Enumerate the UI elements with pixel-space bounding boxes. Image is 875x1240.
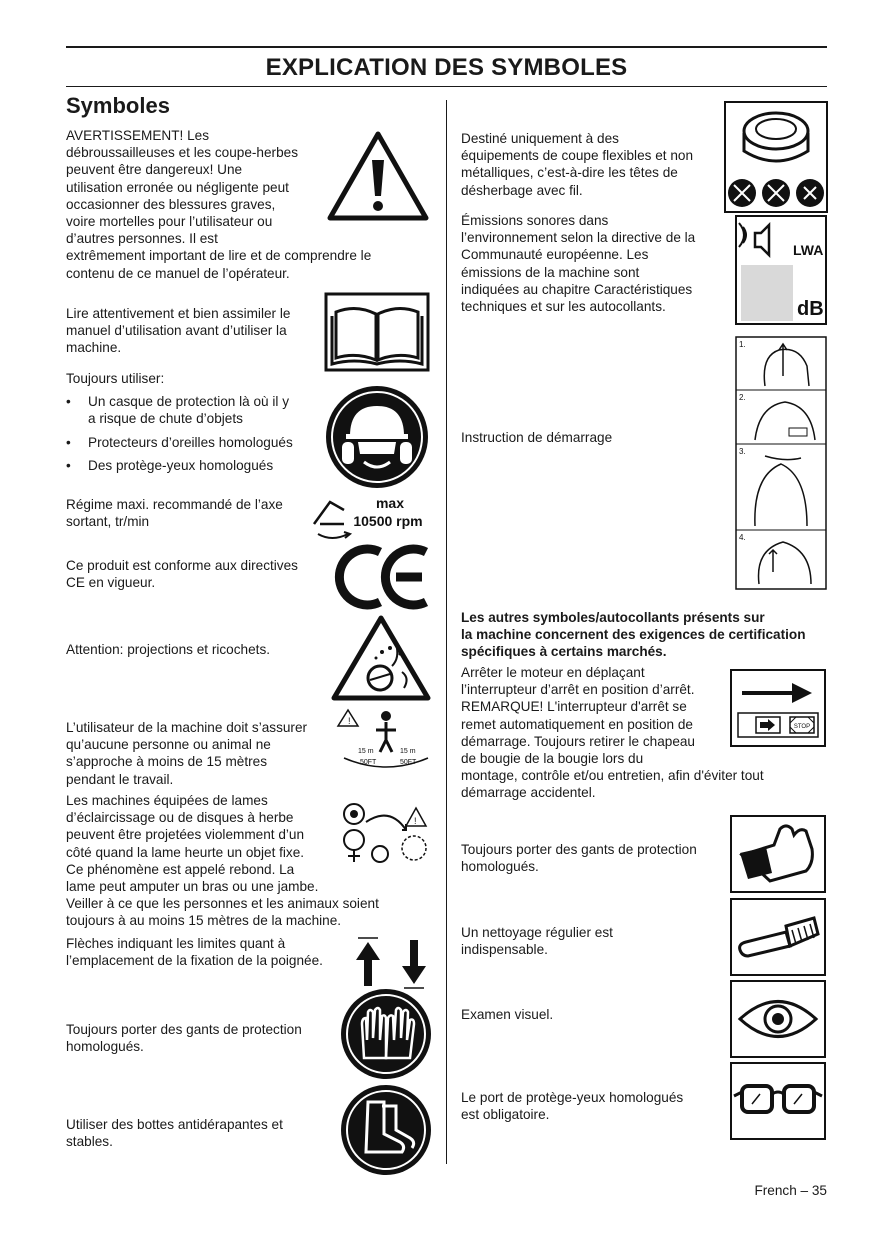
page-footer: French – 35 bbox=[754, 1183, 827, 1198]
text-line: démarrage. Toujours retirer le chapeau bbox=[461, 733, 695, 749]
text-line: extrêmement important de lire et de comprendre le bbox=[66, 248, 372, 264]
text-line: équipements de coupe flexibles et non bbox=[461, 148, 694, 164]
text-line: • Un casque de protection là où il y bbox=[88, 394, 290, 410]
protective-gloves-icon bbox=[340, 988, 432, 1080]
section-heading: Symboles bbox=[66, 93, 170, 118]
step-3-label: 3. bbox=[739, 447, 746, 456]
text-line: est obligatoire. bbox=[461, 1107, 550, 1123]
projections-text: Attention: projections et ricochets. bbox=[66, 642, 271, 657]
step-1-label: 1. bbox=[739, 340, 746, 349]
projection-warning-icon bbox=[330, 614, 432, 702]
head-protection-icon bbox=[324, 384, 430, 490]
text-line: sortant, tr/min bbox=[66, 514, 150, 530]
text-line: Toujours porter des gants de protection bbox=[66, 1022, 302, 1037]
starting-instructions-icon bbox=[735, 336, 827, 590]
text-line: lame peut amputer un bras ou une jambe. bbox=[66, 879, 319, 895]
list-item bbox=[66, 434, 326, 451]
distance-right-m: 15 m bbox=[400, 748, 416, 755]
text-line: AVERTISSEMENT! Les bbox=[66, 128, 210, 143]
glove-icon bbox=[730, 815, 826, 893]
text-line: désherbage avec fil. bbox=[461, 182, 583, 198]
text-line: l’emplacement de la fixation de la poignée. bbox=[66, 953, 323, 969]
text-line: Ce produit est conforme aux directives bbox=[66, 558, 298, 573]
stop-label: STOP bbox=[793, 724, 811, 730]
lwa-label: LWA bbox=[793, 242, 824, 258]
distance-left-m: 15 m bbox=[358, 748, 374, 755]
visual-check-text: Examen visuel. bbox=[461, 1007, 554, 1022]
text-line: Utiliser des bottes antidérapantes et bbox=[66, 1117, 283, 1132]
text-line: peuvent être dangereux! Une bbox=[66, 162, 243, 178]
noise-emission-icon bbox=[735, 215, 827, 325]
text-line: Émissions sonores dans bbox=[461, 213, 609, 228]
start-text: Instruction de démarrage bbox=[461, 430, 613, 445]
text-line: Flèches indiquant les limites quant à bbox=[66, 936, 286, 951]
text-line: l’interrupteur d’arrêt en position d’arrêt. bbox=[461, 682, 695, 698]
text-line: Les machines équipées de lames bbox=[66, 793, 268, 808]
text-line: Le port de protège-yeux homologués bbox=[461, 1090, 684, 1105]
warning-triangle-icon bbox=[326, 130, 430, 222]
text-line: l’environnement selon la directive de la bbox=[461, 230, 696, 246]
noise-text bbox=[461, 212, 723, 315]
text-line: occasionner des blessures graves, bbox=[66, 196, 276, 212]
text-line: L’utilisateur de la machine doit s’assurer bbox=[66, 720, 308, 735]
text-line: émissions de la machine sont bbox=[461, 264, 640, 280]
distance-text bbox=[66, 719, 356, 788]
distance-left-ft: 50FT bbox=[360, 759, 377, 766]
list-item bbox=[66, 457, 326, 474]
text-line: démarrage accidentel. bbox=[461, 785, 596, 801]
text-line: contenu de ce manuel de l’opérateur. bbox=[66, 265, 290, 281]
read-manual-icon bbox=[324, 292, 430, 372]
text-line: machine. bbox=[66, 340, 122, 356]
distance-right-ft: 50FT bbox=[400, 759, 417, 766]
column-divider bbox=[446, 100, 447, 1164]
text-line: indispensable. bbox=[461, 942, 548, 958]
text-line: d’éclaircissage ou de disques à herbe bbox=[66, 810, 294, 826]
kickback-icon bbox=[340, 800, 432, 866]
text-line: Ce phénomène est appelé rebond. La bbox=[66, 861, 295, 877]
speed-max-label: max bbox=[375, 495, 405, 511]
protective-boots-icon bbox=[340, 1084, 432, 1176]
text-line: spécifiques à certains marchés. bbox=[461, 644, 667, 660]
text-line: remet automatiquement en position de bbox=[461, 716, 693, 732]
step-2-label: 2. bbox=[739, 393, 746, 402]
step-4-label: 4. bbox=[739, 533, 746, 542]
text-line: qu’aucune personne ou animal ne bbox=[66, 737, 271, 753]
svg-text:!: ! bbox=[348, 716, 351, 726]
text-line: REMARQUE! L'interrupteur d'arrêt se bbox=[461, 699, 687, 715]
page-title: EXPLICATION DES SYMBOLES bbox=[265, 54, 628, 81]
text-line: côté quand la lame heurte un objet fixe. bbox=[66, 844, 305, 860]
ce-mark-icon bbox=[336, 544, 432, 610]
protection-list bbox=[66, 370, 326, 474]
text-line: Destiné uniquement à des bbox=[461, 131, 619, 146]
eye-icon bbox=[730, 980, 826, 1058]
boots-text bbox=[66, 1116, 326, 1150]
text-line: pendant le travail. bbox=[66, 771, 174, 787]
speed-text bbox=[66, 496, 326, 530]
speed-value-label: 10500 rpm bbox=[353, 513, 423, 529]
text-line: homologués. bbox=[66, 1039, 144, 1055]
text-line: d’autres personnes. Il est bbox=[66, 231, 218, 247]
text-line: homologués. bbox=[461, 859, 539, 875]
text-line: voire mortelles pour l’utilisateur ou bbox=[66, 214, 273, 230]
text-line: Les autres symboles/autocollants présents sur bbox=[461, 610, 765, 625]
gloves-text bbox=[66, 1021, 326, 1055]
right-gloves-text bbox=[461, 841, 721, 875]
right-goggles-text bbox=[461, 1089, 721, 1123]
text-line: la machine concernent des exigences de certification bbox=[461, 627, 806, 643]
list-intro: Toujours utiliser: bbox=[66, 371, 165, 386]
cleaning-brush-icon bbox=[730, 898, 826, 976]
other-symbols-heading bbox=[461, 609, 831, 661]
svg-text:!: ! bbox=[414, 816, 417, 826]
max-speed-icon bbox=[310, 492, 432, 544]
safety-distance-icon bbox=[338, 706, 432, 778]
text-line: de bougie de la bougie lors du bbox=[461, 751, 644, 767]
trimmer-head-icon bbox=[724, 101, 828, 213]
safety-goggles-icon bbox=[730, 1062, 826, 1140]
text-line: techniques et sur les autocollants. bbox=[461, 299, 666, 315]
text-line: Communauté européenne. Les bbox=[461, 247, 649, 263]
text-line: Régime maxi. recommandé de l’axe bbox=[66, 497, 283, 512]
text-line: a risque de chute d’objets bbox=[88, 411, 243, 427]
title-rule bbox=[66, 46, 827, 48]
text-line: métalliques, c’est-à-dire les têtes de bbox=[461, 165, 678, 181]
text-line: Toujours porter des gants de protection bbox=[461, 842, 697, 857]
text-line: s’approche à moins de 15 mètres bbox=[66, 754, 267, 770]
text-line: CE en vigueur. bbox=[66, 575, 156, 591]
flexible-text bbox=[461, 130, 721, 199]
db-label: dB bbox=[797, 298, 824, 320]
cleaning-text bbox=[461, 924, 721, 958]
text-line: débroussailleuses et les coupe-herbes bbox=[66, 145, 298, 161]
text-line: peuvent être projetées violemment d’un bbox=[66, 827, 305, 843]
text-line: Un nettoyage régulier est bbox=[461, 925, 613, 940]
text-line: toujours à au moins 15 mètres de la machine. bbox=[66, 913, 342, 929]
arrows-text bbox=[66, 935, 356, 969]
text-line: Lire attentivement et bien assimiler le bbox=[66, 306, 291, 321]
text-line: Arrêter le moteur en déplaçant bbox=[461, 665, 645, 680]
text-line: indiquées au chapitre Caractéristiques bbox=[461, 281, 693, 297]
text-line: stables. bbox=[66, 1134, 113, 1150]
text-line: manuel d’utilisation avant d’utiliser la bbox=[66, 323, 287, 339]
ce-text bbox=[66, 557, 326, 591]
list-item bbox=[66, 393, 326, 427]
handle-limit-arrows-icon bbox=[352, 936, 432, 990]
stop-switch-icon bbox=[730, 669, 826, 747]
text-line: utilisation erronée ou négligente peut bbox=[66, 179, 289, 195]
text-line: • Des protège-yeux homologués bbox=[88, 457, 274, 473]
title-underline bbox=[66, 86, 827, 87]
manual-text bbox=[66, 305, 316, 357]
text-line: • Protecteurs d’oreilles homologués bbox=[88, 434, 293, 450]
text-line: Veiller à ce que les personnes et les animaux soient bbox=[66, 896, 379, 912]
text-line: montage, contrôle et/ou entretien, afin d'éviter tout bbox=[461, 768, 764, 784]
